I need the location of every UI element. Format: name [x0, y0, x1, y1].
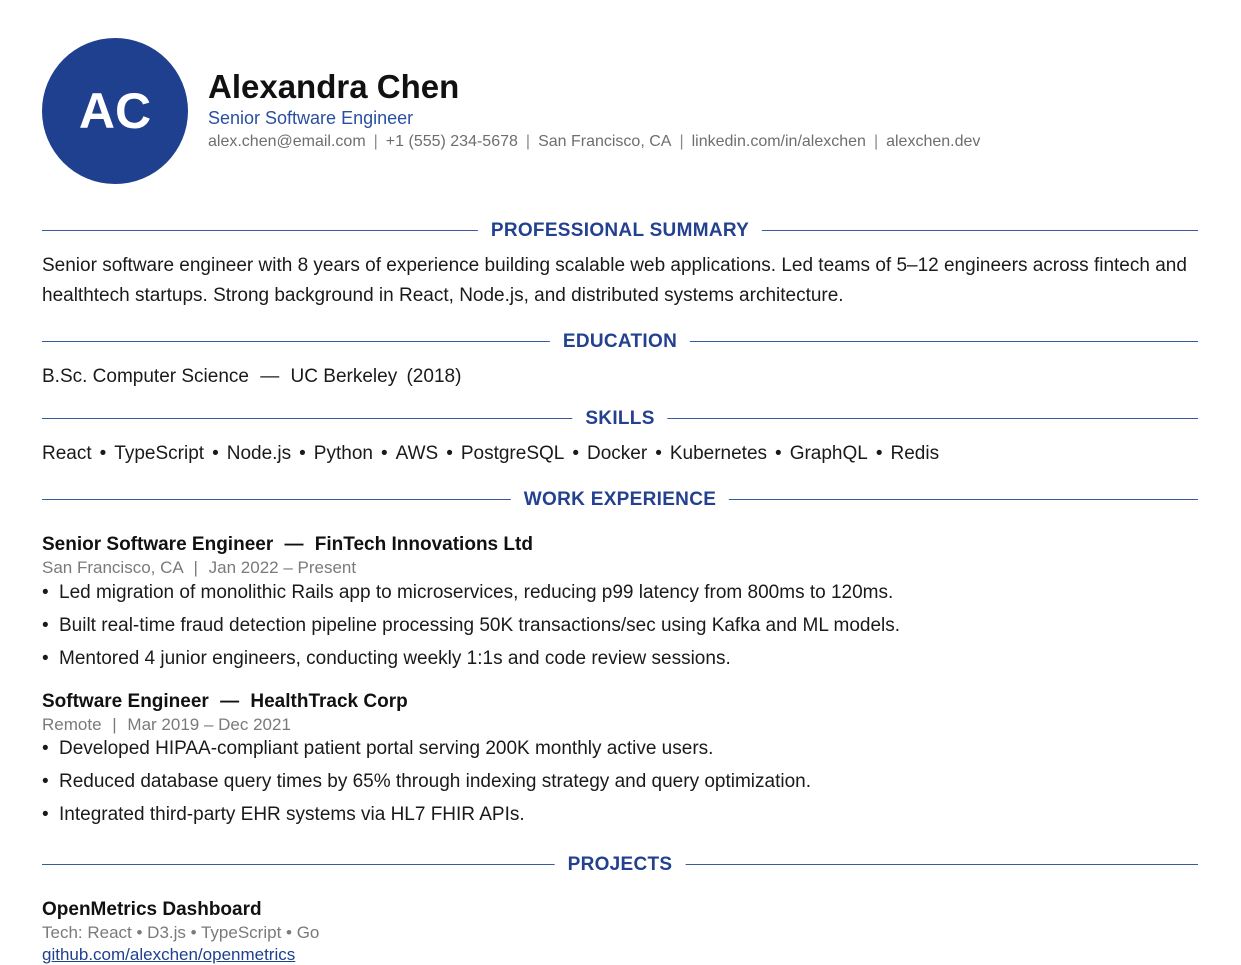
section-title: PROFESSIONAL SUMMARY: [478, 219, 762, 243]
job-bullet: [42, 771, 811, 793]
bullet-marker: •: [42, 804, 49, 825]
bullet-text: Reduced database query times by 65% through indexing strategy and query optimization.: [59, 771, 812, 792]
job-meta: [42, 558, 356, 578]
skill-separator: •: [299, 443, 306, 464]
project-link[interactable]: github.com/alexchen/openmetrics: [42, 945, 296, 964]
candidate-role: Senior Software Engineer: [208, 108, 414, 128]
section-projects-heading: [42, 853, 1198, 877]
skill-item: TypeScript: [114, 443, 205, 464]
job-meta-separator: |: [193, 558, 198, 577]
job-location: Remote: [42, 715, 102, 734]
job-company: HealthTrack Corp: [250, 691, 408, 712]
skill-item: AWS: [395, 443, 439, 464]
section-experience-heading: [42, 488, 1198, 512]
skill-separator: •: [655, 443, 662, 464]
skill-item: Node.js: [226, 443, 292, 464]
job-location: San Francisco, CA: [42, 558, 183, 577]
job-title-line: [42, 534, 533, 556]
skill-separator: •: [875, 443, 883, 464]
job-bullet: [42, 615, 900, 637]
education-degree: B.Sc. Computer Science: [42, 366, 249, 387]
education-year: (2018): [406, 366, 462, 387]
job-dates: Jan 2022 – Present: [208, 558, 357, 577]
contact-email[interactable]: alex.chen@email.com: [208, 133, 366, 150]
job-title-line: [42, 691, 408, 713]
avatar: AC: [42, 38, 188, 184]
contact-separator: |: [373, 133, 378, 150]
job-dates: Mar 2019 – Dec 2021: [127, 715, 291, 734]
skill-separator: •: [446, 443, 453, 464]
bullet-marker: •: [42, 615, 49, 636]
contact-linkedin[interactable]: linkedin.com/in/alexchen: [691, 133, 866, 150]
education-dash: —: [260, 366, 280, 387]
candidate-name: Alexandra Chen: [208, 68, 460, 105]
skill-separator: •: [775, 443, 782, 464]
contact-separator: |: [525, 133, 531, 150]
project-tech: Tech: React • D3.js • TypeScript • Go: [42, 923, 320, 942]
bullet-marker: •: [42, 582, 49, 603]
job-title: Senior Software Engineer: [42, 534, 274, 555]
skill-item: GraphQL: [789, 443, 868, 464]
skill-item: PostgreSQL: [460, 443, 565, 464]
bullet-text: Integrated third-party EHR systems via HL7 FHIR APIs.: [59, 804, 525, 825]
job-bullet: [42, 648, 731, 670]
bullet-text: Mentored 4 junior engineers, conducting weekly 1:1s and code review sessions.: [59, 648, 731, 669]
bullet-text: Led migration of monolithic Rails app to microservices, reducing p99 latency from 800ms to 120ms.: [59, 582, 894, 603]
job-dash: —: [284, 534, 304, 555]
skill-item: Python: [313, 443, 373, 464]
skill-separator: •: [380, 443, 388, 464]
bullet-marker: •: [42, 771, 49, 792]
bullet-text: Developed HIPAA-compliant patient portal serving 200K monthly active users.: [59, 738, 714, 759]
section-title: PROJECTS: [555, 853, 686, 877]
bullet-marker: •: [42, 738, 49, 759]
job-bullet: [42, 582, 893, 604]
skill-separator: •: [572, 443, 579, 464]
job-company: FinTech Innovations Ltd: [314, 534, 533, 555]
section-title: WORK EXPERIENCE: [511, 488, 729, 512]
project-name: OpenMetrics Dashboard: [42, 899, 262, 920]
job-bullet: [42, 738, 713, 760]
summary-text: Senior software engineer with 8 years of experience building scalable web applications. Led teams of 5–12 engineers across fintech and healthtech startups. Strong background in React, Node.js, and distributed systems architecture.: [42, 255, 1187, 306]
skill-item: Redis: [890, 443, 940, 464]
job-dash: —: [220, 691, 240, 712]
skill-item: Kubernetes: [669, 443, 768, 464]
job-meta-separator: |: [112, 715, 117, 734]
section-title: SKILLS: [572, 407, 667, 431]
section-skills-heading: [42, 407, 1198, 431]
section-education-heading: [42, 330, 1198, 354]
skills-list: [42, 443, 1202, 465]
bullet-text: Built real-time fraud detection pipeline processing 50K transactions/sec using Kafka and ML models.: [59, 615, 901, 636]
contact-location: San Francisco, CA: [538, 133, 672, 150]
contact-line: [208, 133, 980, 151]
job-bullet: [42, 804, 525, 826]
section-title: EDUCATION: [550, 330, 690, 354]
education-entry: [42, 366, 1202, 388]
skill-item: React: [42, 443, 92, 464]
contact-phone[interactable]: +1 (555) 234-5678: [385, 133, 518, 150]
contact-separator: |: [679, 133, 684, 150]
job-title: Software Engineer: [42, 691, 209, 712]
contact-separator: |: [873, 133, 879, 150]
section-summary-heading: [42, 219, 1198, 243]
skill-item: Docker: [587, 443, 648, 464]
education-school: UC Berkeley: [290, 366, 398, 387]
skill-separator: •: [99, 443, 107, 464]
resume-header: [42, 38, 1202, 184]
bullet-marker: •: [42, 648, 49, 669]
contact-website[interactable]: alexchen.dev: [886, 133, 981, 150]
job-meta: [42, 715, 291, 735]
skill-separator: •: [212, 443, 219, 464]
